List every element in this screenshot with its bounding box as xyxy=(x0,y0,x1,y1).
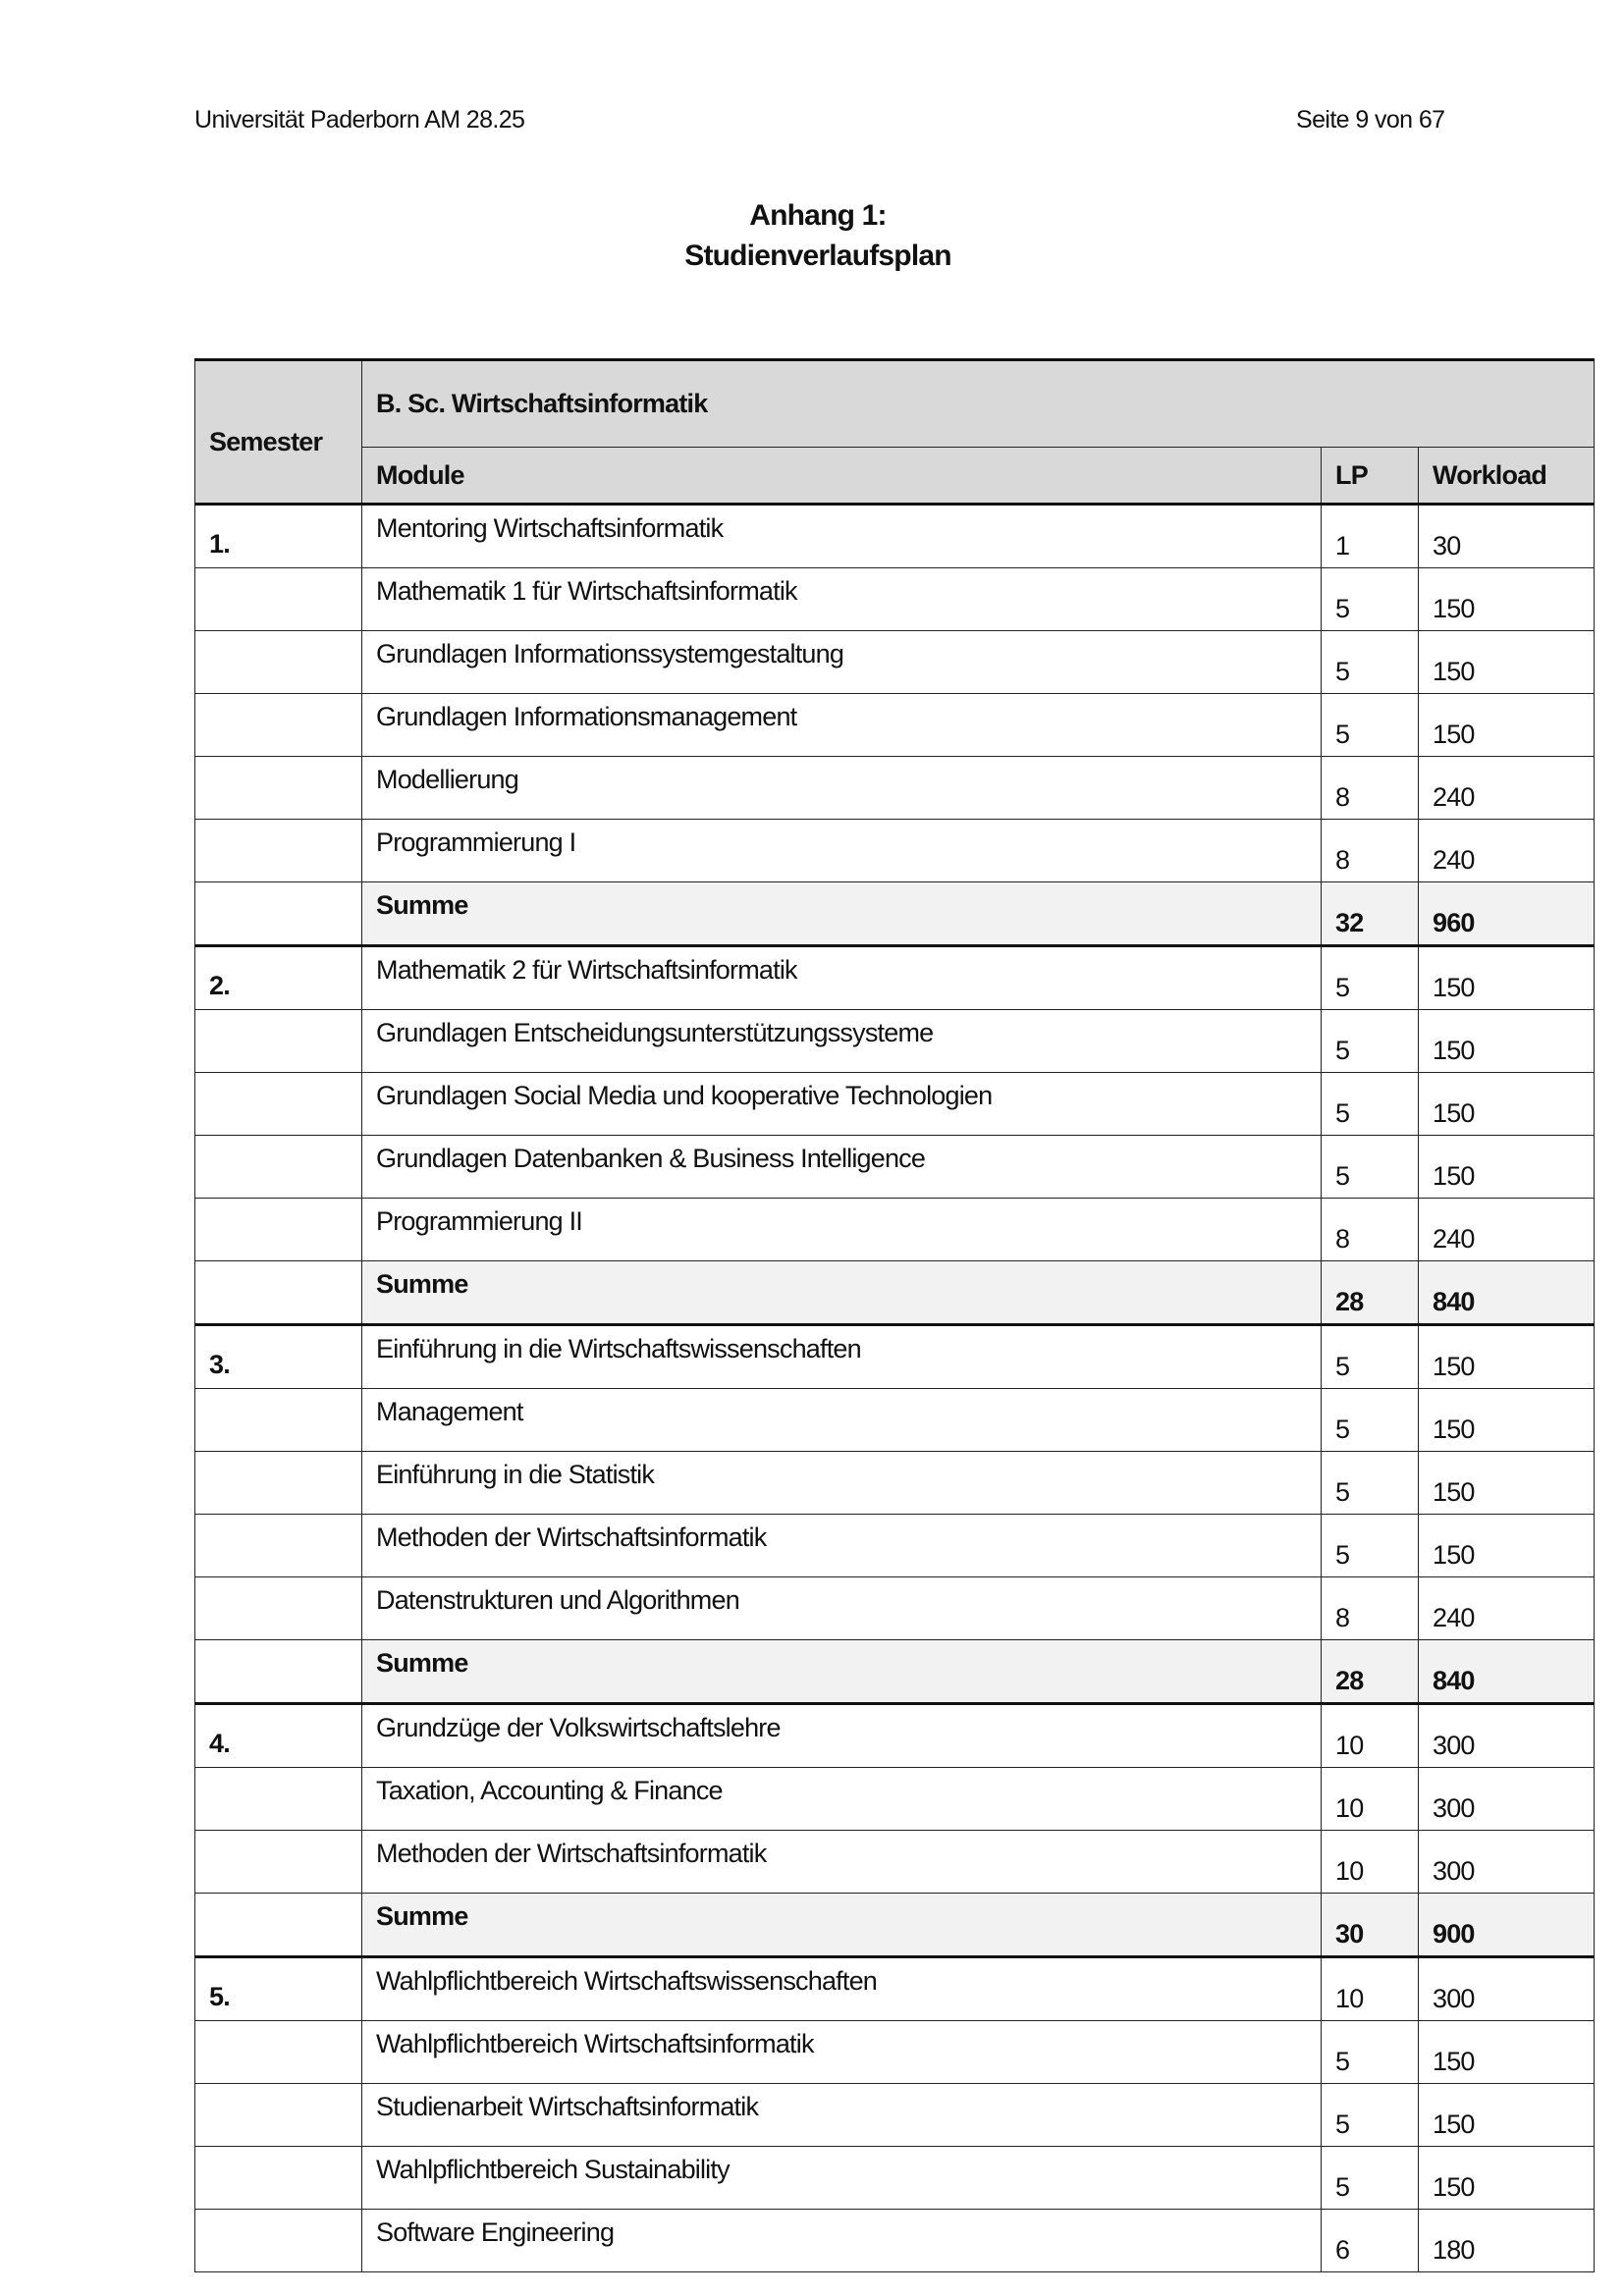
workload-cell: 150 xyxy=(1419,2147,1595,2210)
workload-cell: 240 xyxy=(1419,1577,1595,1640)
module-cell: Grundlagen Informationssystemgestaltung xyxy=(362,631,1322,694)
semester-cell xyxy=(195,2210,362,2272)
module-cell: Modellierung xyxy=(362,757,1322,820)
workload-cell: 960 xyxy=(1419,882,1595,946)
module-cell: Wahlpflichtbereich Wirtschaftswissenschaften xyxy=(362,1957,1322,2021)
semester-cell xyxy=(195,1768,362,1831)
workload-cell: 30 xyxy=(1419,505,1595,568)
workload-cell: 300 xyxy=(1419,1704,1595,1768)
workload-cell: 150 xyxy=(1419,568,1595,631)
module-cell: Grundlagen Datenbanken & Business Intelligence xyxy=(362,1136,1322,1199)
table-row xyxy=(195,1704,1595,1768)
table-row xyxy=(195,1831,1595,1894)
sum-row xyxy=(195,1640,1595,1704)
lp-cell: 5 xyxy=(1322,1136,1419,1199)
table-row xyxy=(195,1199,1595,1261)
lp-cell: 5 xyxy=(1322,1010,1419,1073)
module-cell: Grundlagen Social Media und kooperative Technologien xyxy=(362,1073,1322,1136)
appendix-title: Anhang 1: xyxy=(749,199,887,232)
lp-cell: 5 xyxy=(1322,631,1419,694)
lp-cell: 8 xyxy=(1322,1577,1419,1640)
semester-cell: 1. xyxy=(195,505,362,568)
lp-cell: 6 xyxy=(1322,2210,1419,2272)
semester-cell xyxy=(195,1894,362,1957)
lp-cell: 5 xyxy=(1322,568,1419,631)
semester-cell xyxy=(195,2084,362,2147)
table-row xyxy=(195,694,1595,757)
workload-cell: 900 xyxy=(1419,1894,1595,1957)
semester-cell xyxy=(195,1640,362,1704)
table-row xyxy=(195,1768,1595,1831)
lp-cell: 8 xyxy=(1322,1199,1419,1261)
module-cell: Mathematik 2 für Wirtschaftsinformatik xyxy=(362,946,1322,1010)
table-row xyxy=(195,1389,1595,1452)
semester-cell xyxy=(195,1136,362,1199)
workload-cell: 300 xyxy=(1419,1831,1595,1894)
semester-cell: 3. xyxy=(195,1325,362,1389)
document-title: Studienverlaufsplan xyxy=(684,240,951,272)
module-cell: Methoden der Wirtschaftsinformatik xyxy=(362,1515,1322,1577)
workload-cell: 150 xyxy=(1419,1452,1595,1515)
semester-cell xyxy=(195,568,362,631)
lp-cell: 5 xyxy=(1322,2084,1419,2147)
lp-cell: 32 xyxy=(1322,882,1419,946)
module-cell: Summe xyxy=(362,882,1322,946)
module-cell: Grundlagen Entscheidungsunterstützungssysteme xyxy=(362,1010,1322,1073)
module-cell: Management xyxy=(362,1389,1322,1452)
workload-cell: 240 xyxy=(1419,1199,1595,1261)
table-row xyxy=(195,1577,1595,1640)
workload-cell: 240 xyxy=(1419,757,1595,820)
module-cell: Summe xyxy=(362,1894,1322,1957)
module-cell: Wahlpflichtbereich Sustainability xyxy=(362,2147,1322,2210)
lp-cell: 30 xyxy=(1322,1894,1419,1957)
table-row xyxy=(195,946,1595,1010)
lp-cell: 5 xyxy=(1322,1515,1419,1577)
semester-cell xyxy=(195,1577,362,1640)
table-row xyxy=(195,1073,1595,1136)
table-row xyxy=(195,1452,1595,1515)
module-cell: Studienarbeit Wirtschaftsinformatik xyxy=(362,2084,1322,2147)
table-row xyxy=(195,1136,1595,1199)
lp-cell: 10 xyxy=(1322,1704,1419,1768)
lp-cell: 5 xyxy=(1322,2147,1419,2210)
module-cell: Einführung in die Statistik xyxy=(362,1452,1322,1515)
module-cell: Mentoring Wirtschaftsinformatik xyxy=(362,505,1322,568)
semester-cell xyxy=(195,1389,362,1452)
workload-header: Workload xyxy=(1419,448,1595,505)
table-row xyxy=(195,2084,1595,2147)
module-cell: Grundzüge der Volkswirtschaftslehre xyxy=(362,1704,1322,1768)
table-row xyxy=(195,1957,1595,2021)
module-cell: Datenstrukturen und Algorithmen xyxy=(362,1577,1322,1640)
table-row xyxy=(195,631,1595,694)
table-row xyxy=(195,2147,1595,2210)
module-cell: Programmierung I xyxy=(362,820,1322,882)
semester-cell xyxy=(195,694,362,757)
semester-cell xyxy=(195,1515,362,1577)
lp-cell: 5 xyxy=(1322,2021,1419,2084)
lp-cell: 10 xyxy=(1322,1768,1419,1831)
semester-header: Semester xyxy=(195,360,362,505)
workload-cell: 150 xyxy=(1419,1389,1595,1452)
workload-cell: 840 xyxy=(1419,1640,1595,1704)
semester-cell xyxy=(195,757,362,820)
lp-cell: 1 xyxy=(1322,505,1419,568)
module-cell: Taxation, Accounting & Finance xyxy=(362,1768,1322,1831)
lp-cell: 28 xyxy=(1322,1640,1419,1704)
semester-cell: 2. xyxy=(195,946,362,1010)
table-row xyxy=(195,1325,1595,1389)
semester-cell xyxy=(195,1073,362,1136)
sum-row xyxy=(195,1894,1595,1957)
lp-cell: 5 xyxy=(1322,1325,1419,1389)
module-cell: Wahlpflichtbereich Wirtschaftsinformatik xyxy=(362,2021,1322,2084)
workload-cell: 150 xyxy=(1419,1515,1595,1577)
table-row xyxy=(195,820,1595,882)
semester-cell xyxy=(195,882,362,946)
module-cell: Programmierung II xyxy=(362,1199,1322,1261)
lp-cell: 28 xyxy=(1322,1261,1419,1325)
semester-cell xyxy=(195,631,362,694)
lp-cell: 10 xyxy=(1322,1831,1419,1894)
semester-cell xyxy=(195,820,362,882)
document-header-left: Universität Paderborn AM 28.25 xyxy=(194,106,525,133)
module-cell: Summe xyxy=(362,1261,1322,1325)
semester-cell xyxy=(195,2021,362,2084)
workload-cell: 150 xyxy=(1419,1073,1595,1136)
table-row xyxy=(195,757,1595,820)
lp-cell: 5 xyxy=(1322,946,1419,1010)
sum-row xyxy=(195,1261,1595,1325)
workload-cell: 240 xyxy=(1419,820,1595,882)
lp-cell: 10 xyxy=(1322,1957,1419,2021)
workload-cell: 150 xyxy=(1419,1325,1595,1389)
semester-cell xyxy=(195,1199,362,1261)
module-cell: Einführung in die Wirtschaftswissenschaften xyxy=(362,1325,1322,1389)
semester-cell xyxy=(195,1261,362,1325)
lp-cell: 8 xyxy=(1322,820,1419,882)
semester-cell xyxy=(195,1831,362,1894)
table-row xyxy=(195,568,1595,631)
table-row xyxy=(195,2210,1595,2272)
workload-cell: 180 xyxy=(1419,2210,1595,2272)
table-row xyxy=(195,1515,1595,1577)
workload-cell: 150 xyxy=(1419,1010,1595,1073)
table-row xyxy=(195,505,1595,568)
lp-cell: 5 xyxy=(1322,1452,1419,1515)
workload-cell: 150 xyxy=(1419,694,1595,757)
module-header: Module xyxy=(362,448,1322,505)
workload-cell: 150 xyxy=(1419,2021,1595,2084)
table-row xyxy=(195,2021,1595,2084)
semester-cell xyxy=(195,1010,362,1073)
study-plan-table xyxy=(194,358,1595,2272)
workload-cell: 300 xyxy=(1419,1768,1595,1831)
lp-cell: 5 xyxy=(1322,694,1419,757)
workload-cell: 150 xyxy=(1419,631,1595,694)
module-cell: Methoden der Wirtschaftsinformatik xyxy=(362,1831,1322,1894)
semester-cell: 4. xyxy=(195,1704,362,1768)
workload-cell: 150 xyxy=(1419,1136,1595,1199)
workload-cell: 150 xyxy=(1419,2084,1595,2147)
lp-cell: 5 xyxy=(1322,1073,1419,1136)
workload-cell: 840 xyxy=(1419,1261,1595,1325)
module-cell: Mathematik 1 für Wirtschaftsinformatik xyxy=(362,568,1322,631)
workload-cell: 300 xyxy=(1419,1957,1595,2021)
module-cell: Summe xyxy=(362,1640,1322,1704)
semester-cell xyxy=(195,2147,362,2210)
page-number: Seite 9 von 67 xyxy=(1296,106,1445,133)
lp-header: LP xyxy=(1322,448,1419,505)
sum-row xyxy=(195,882,1595,946)
program-header: B. Sc. Wirtschaftsinformatik xyxy=(362,360,1595,448)
module-cell: Grundlagen Informationsmanagement xyxy=(362,694,1322,757)
module-cell: Software Engineering xyxy=(362,2210,1322,2272)
semester-cell xyxy=(195,1452,362,1515)
semester-cell: 5. xyxy=(195,1957,362,2021)
lp-cell: 5 xyxy=(1322,1389,1419,1452)
lp-cell: 8 xyxy=(1322,757,1419,820)
workload-cell: 150 xyxy=(1419,946,1595,1010)
table-row xyxy=(195,1010,1595,1073)
